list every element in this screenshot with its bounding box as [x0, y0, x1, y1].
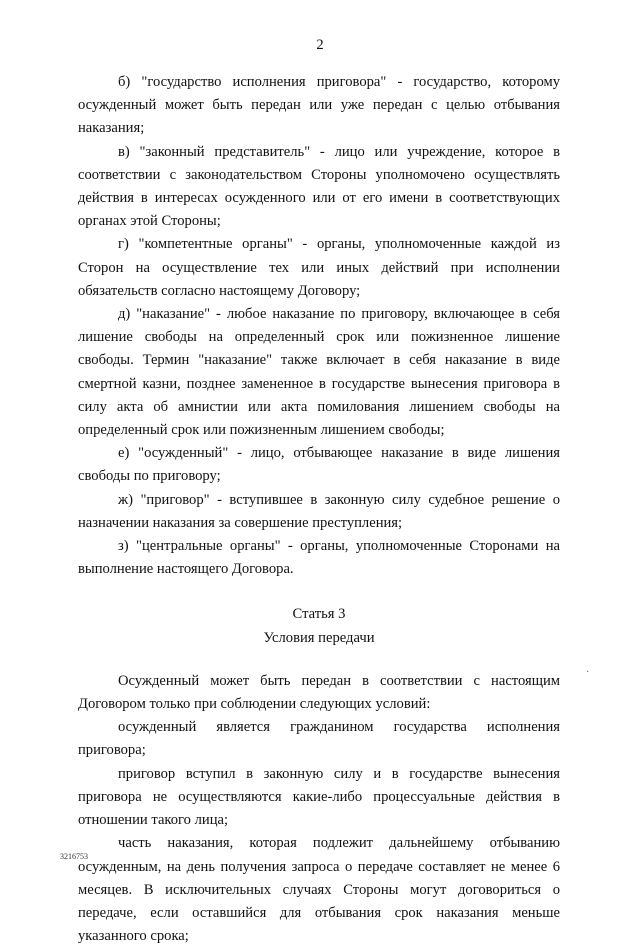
definition-paragraph: з) "центральные органы" - органы, уполномоченные Сторонами на выполнение настоящего Договора.	[78, 538, 560, 578]
article-title: Условия передачи	[263, 629, 375, 646]
definition-paragraph: г) "компетентные органы" - органы, уполномоченные каждой из Сторон на осуществление тех или иных действий при исполнении обязательств согласно настоящему Договору;	[78, 236, 560, 299]
definition-paragraph: д) "наказание" - любое наказание по приговору, включающее в себя лишение свободы на определенный срок или пожизненное лишение свободы. Термин "наказание" также включает в себя наказание в виде смертной казни, позднее замененное в государстве вынесения приговора в силу акта об амнистии или акта помилования лишением свободы на определенный срок или пожизненным лишением свободы;	[78, 306, 560, 439]
condition-paragraph: часть наказания, которая подлежит дальнейшему отбыванию осужденным, на день получения запроса о передаче составляет не менее 6 месяцев. В исключительных случаях Стороны могут договориться о передаче, если оставшийся для отбывания срок наказания меньше указанного срока;	[78, 835, 560, 945]
edge-mark: ·	[586, 667, 590, 678]
condition-paragraph: приговор вступил в законную силу и в государстве вынесения приговора не осуществляются какие-либо процессуальные действия в отношении такого лица;	[78, 765, 560, 829]
page-number: 2	[316, 37, 324, 53]
document-id: 3216753	[60, 852, 88, 861]
condition-paragraph: осужденный является гражданином государства исполнения приговора;	[78, 719, 560, 759]
article-heading	[78, 603, 560, 649]
condition-paragraph: Осужденный может быть передан в соответствии с настоящим Договором только при соблюдении следующих условий:	[78, 672, 560, 713]
article-number: Статья 3	[292, 606, 346, 623]
definition-paragraph: в) "законный представитель" - лицо или учреждение, которое в соответствии с законодательством Стороны уполномочено осуществлять действия в интересах осужденного или от его имени в соответствующих органах этой Стороны;	[78, 143, 560, 230]
definition-paragraph: ж) "приговор" - вступившее в законную силу судебное решение о назначении наказания за совершение преступления;	[78, 491, 560, 531]
document-body	[78, 71, 560, 948]
definition-paragraph: е) "осужденный" - лицо, отбывающее наказание в виде лишения свободы по приговору;	[78, 445, 560, 485]
definition-paragraph: б) "государство исполнения приговора" - государство, которому осужденный может быть передан или уже передан с целью отбывания наказания;	[78, 74, 560, 137]
